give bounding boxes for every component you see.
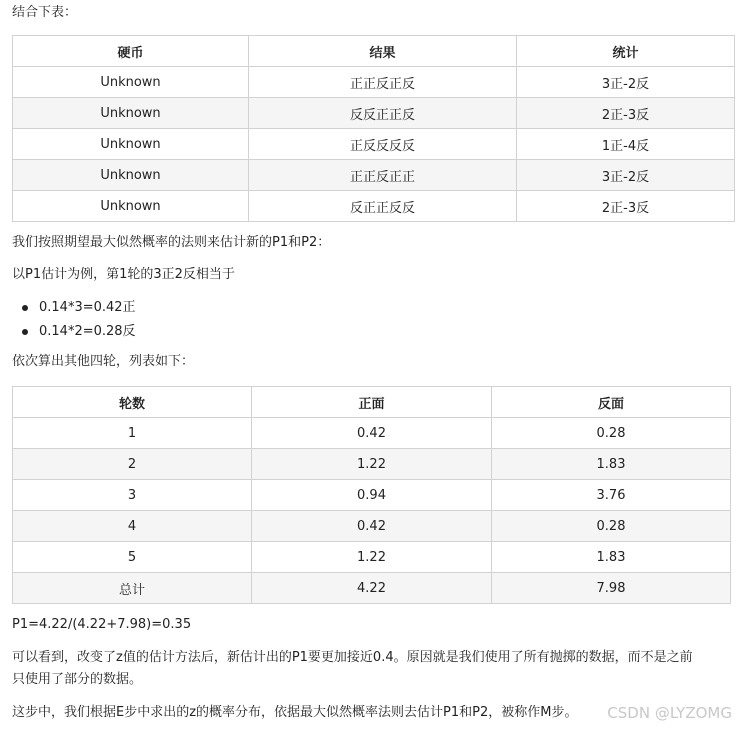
table-cell: 正正反正反: [249, 67, 517, 98]
table-cell: 1.22: [252, 449, 492, 480]
table-cell: 0.28: [492, 418, 731, 449]
table-cell: 3正-2反: [517, 67, 735, 98]
table-cell: 4.22: [252, 573, 492, 604]
table-cell: 3正-2反: [517, 160, 735, 191]
table-cell: 正反反反反: [249, 129, 517, 160]
round-table-header: 轮数: [13, 387, 252, 418]
formula-p1: P1=4.22/(4.22+7.98)=0.35: [12, 617, 192, 632]
round-table-header-row: [13, 387, 731, 418]
table-cell: 3.76: [492, 480, 731, 511]
list-item: 0.14*2=0.28反: [12, 320, 136, 344]
table-cell: Unknown: [13, 191, 249, 222]
table-cell: 反反正正反: [249, 98, 517, 129]
table-cell: 正正反正正: [249, 160, 517, 191]
table-cell: 5: [13, 542, 252, 573]
table-cell: 1正-4反: [517, 129, 735, 160]
table-cell: 1.83: [492, 449, 731, 480]
intro-text: 结合下表：: [12, 5, 78, 20]
table-row: [13, 67, 735, 98]
round-table-header: 反面: [492, 387, 731, 418]
table-cell: 1: [13, 418, 252, 449]
table-cell: Unknown: [13, 98, 249, 129]
bullet-dot-icon: [22, 329, 28, 335]
table-cell: 2正-3反: [517, 98, 735, 129]
list-item: 0.14*3=0.42正: [12, 296, 136, 320]
table-cell: 7.98: [492, 573, 731, 604]
bullet-dot-icon: [22, 305, 28, 311]
coin-table: [12, 35, 735, 222]
table-cell: 2: [13, 449, 252, 480]
table-cell: 2正-3反: [517, 191, 735, 222]
table-row: [13, 418, 731, 449]
table-row: [13, 160, 735, 191]
coin-table-header: 统计: [517, 36, 735, 67]
round-table-header: 正面: [252, 387, 492, 418]
table-row: [13, 129, 735, 160]
table-cell: Unknown: [13, 67, 249, 98]
bullet-list: [12, 296, 136, 344]
paragraph-p1-example: 以P1估计为例，第1轮的3正2反相当于: [12, 267, 235, 282]
table-cell: 1.83: [492, 542, 731, 573]
table-cell: 0.28: [492, 511, 731, 542]
paragraph-conclusion-line1: 可以看到，改变了z值的估计方法后，新估计出的P1要更加接近0.4。原因就是我们使用了所有抛掷的数据，而不是之前: [12, 650, 693, 665]
table-cell: 反正正反反: [249, 191, 517, 222]
table-row: [13, 449, 731, 480]
table-cell: Unknown: [13, 160, 249, 191]
coin-table-header: 结果: [249, 36, 517, 67]
table-row-total: [13, 573, 731, 604]
table-row: [13, 542, 731, 573]
table-cell: Unknown: [13, 129, 249, 160]
table-cell: 3: [13, 480, 252, 511]
table-cell: 1.22: [252, 542, 492, 573]
table-cell: 0.42: [252, 418, 492, 449]
round-table: [12, 386, 731, 604]
table-row: [13, 191, 735, 222]
coin-table-header-row: [13, 36, 735, 67]
table-cell: 总计: [13, 573, 252, 604]
paragraph-conclusion-line2: 只使用了部分的数据。: [12, 672, 143, 687]
table-row: [13, 98, 735, 129]
paragraph-other-rounds: 依次算出其他四轮，列表如下：: [12, 354, 195, 369]
watermark: CSDN @LYZOMG: [607, 704, 732, 722]
paragraph-estimate-method: 我们按照期望最大似然概率的法则来估计新的P1和P2：: [12, 235, 331, 250]
table-row: [13, 480, 731, 511]
table-row: [13, 511, 731, 542]
coin-table-header: 硬币: [13, 36, 249, 67]
table-cell: 0.94: [252, 480, 492, 511]
table-cell: 4: [13, 511, 252, 542]
table-cell: 0.42: [252, 511, 492, 542]
paragraph-m-step: 这步中，我们根据E步中求出的z的概率分布，依据最大似然概率法则去估计P1和P2，被称作M步。: [12, 705, 578, 720]
